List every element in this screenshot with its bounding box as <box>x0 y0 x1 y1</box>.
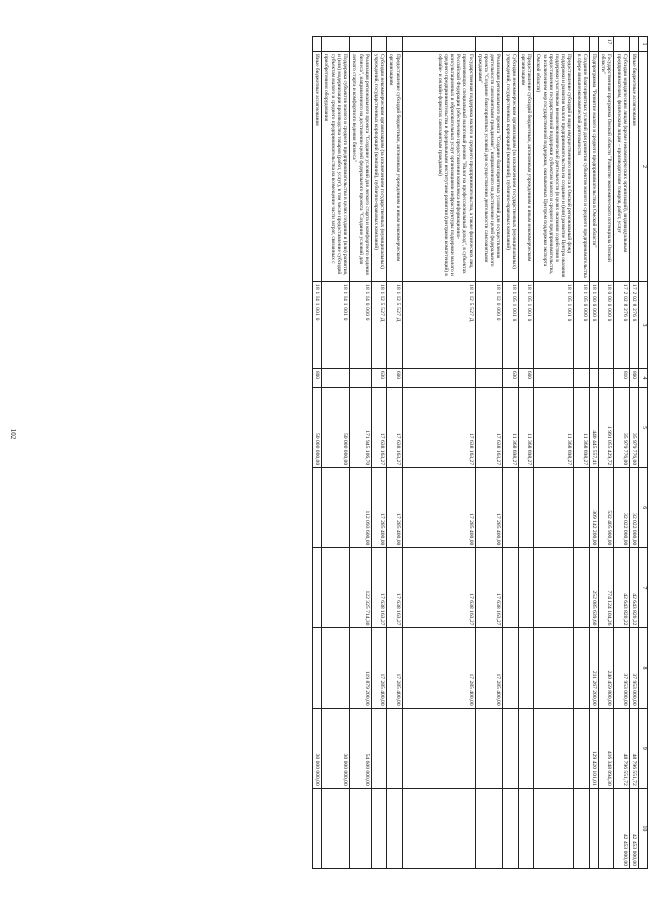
row-name-cell: Государственная программа Омской области "Развитие экономического потенциала Омской области" <box>598 52 613 282</box>
row-value-9-cell: 30 000 000,00 <box>322 708 350 788</box>
row-code-cell: 18 1 05 0 000 0 <box>574 282 589 369</box>
table-row <box>350 37 372 869</box>
row-name-cell: Субсидии юридическим лицам (кроме некоммерческих организаций), индивидуальным предпринимателям, физическим лицам – производителям товаров, работ, услуг <box>614 52 629 282</box>
row-name-cell: Государственная поддержка малого и среднего предпринимательства, а также физических лиц, применяющих специальный налоговый режим "Налог на профессиональный доход", в субъектах Российской Федерации (обеспечение предоставления комплекса информационно-консультационных и образовательных услуг организациями инфраструктуры поддержки малого и среднего предпринимательства и федеральными институтами развития (центрами компетенций) в офлайн- и онлайн-форматах самозанятым гражданам) <box>402 52 475 282</box>
row-value-6-cell: 309 142 200,00 <box>589 468 598 548</box>
row-value-9-cell <box>371 708 386 788</box>
row-value-5-cell: 17 638 163,27 <box>371 388 386 468</box>
row-vr-cell <box>350 369 372 388</box>
table-row <box>387 37 402 869</box>
row-value-5-cell: 1 991 055 429,72 <box>598 388 613 468</box>
row-vr-cell <box>534 369 574 388</box>
table-row <box>598 37 613 869</box>
header-cell-9: 9 <box>639 708 648 788</box>
row-vr-cell <box>322 369 350 388</box>
row-value-8-cell <box>574 628 589 708</box>
row-value-6-cell: 532 405 900,00 <box>598 468 613 548</box>
row-value-5-cell: 440 445 557,41 <box>589 388 598 468</box>
row-value-7-cell: 42 643 820,22 <box>629 548 638 628</box>
row-index-cell: 17 <box>598 37 613 52</box>
header-cell-8: 8 <box>639 628 648 708</box>
row-value-9-cell <box>503 708 518 788</box>
row-index-cell <box>313 37 322 52</box>
row-value-6-cell <box>574 468 589 548</box>
table-row <box>322 37 350 869</box>
row-value-9-cell: 48 796 551,72 <box>614 708 629 788</box>
row-value-10-cell <box>503 788 518 868</box>
table-row <box>518 37 533 869</box>
row-index-cell <box>518 37 533 52</box>
row-value-5-cell: 17 638 163,27 <box>402 388 475 468</box>
row-vr-cell: 600 <box>387 369 402 388</box>
table-row <box>402 37 475 869</box>
table-row <box>313 37 322 869</box>
row-value-10-cell <box>371 788 386 868</box>
row-value-8-cell <box>313 628 322 708</box>
row-name-cell: Иные бюджетные ассигнования <box>313 52 322 282</box>
row-value-8-cell: 37 953 000,00 <box>629 628 638 708</box>
row-value-10-cell: 42 453 000,00 <box>614 788 629 868</box>
header-cell-6: 6 <box>639 468 648 548</box>
row-value-6-cell <box>534 468 574 548</box>
row-value-10-cell <box>475 788 503 868</box>
row-value-8-cell: 211 267 200,00 <box>589 628 598 708</box>
row-value-10-cell <box>350 788 372 868</box>
row-value-9-cell <box>387 708 402 788</box>
row-value-7-cell: 17 638 163,27 <box>371 548 386 628</box>
row-index-cell <box>589 37 598 52</box>
header-cell-4: 4 <box>639 369 648 388</box>
row-name-cell: Субсидии некоммерческим организациям (за исключением государственных (муниципальных) учреждений, государственных корпораций (компаний), публично-правовых компаний) <box>371 52 386 282</box>
row-name-cell: Иные бюджетные ассигнования <box>629 52 638 282</box>
row-value-7-cell: 17 638 163,27 <box>402 548 475 628</box>
row-index-cell <box>629 37 638 52</box>
row-name-cell: Создание благоприятных условий для развития субъектов малого и среднего предпринимательства в сфере внешнеэкономической деятельности <box>574 52 589 282</box>
row-value-5-cell: 50 000 000,00 <box>322 388 350 468</box>
row-name-cell: Реализация регионального проекта "Создание благоприятных условий для осуществления деятельности самозанятыми гражданами", направленного на достижение целей федерального проекта "Создание благоприятных условий для осуществления деятельности самозанятыми гражданами" <box>475 52 503 282</box>
row-code-cell: 18 1 05 1 001 0 <box>534 282 574 369</box>
row-value-5-cell: 50 000 000,00 <box>313 388 322 468</box>
row-index-cell <box>534 37 574 52</box>
header-row <box>639 37 648 869</box>
row-value-6-cell: 17 285 400,00 <box>475 468 503 548</box>
table-row <box>629 37 638 869</box>
row-value-10-cell <box>313 788 322 868</box>
row-code-cell: 18 0 00 0 000 0 <box>598 282 613 369</box>
row-value-7-cell: 17 638 163,27 <box>475 548 503 628</box>
row-value-8-cell: 17 285 400,00 <box>387 628 402 708</box>
row-value-8-cell <box>518 628 533 708</box>
budget-table <box>312 36 648 869</box>
row-value-6-cell: 17 285 400,00 <box>402 468 475 548</box>
row-value-6-cell: 112 093 600,00 <box>350 468 372 548</box>
row-value-7-cell <box>574 548 589 628</box>
row-value-8-cell <box>503 628 518 708</box>
row-value-9-cell: 416 348 094,30 <box>598 708 613 788</box>
row-name-cell: Субсидии некоммерческим организациям (за исключением государственных (муниципальных) учреждений, государственных корпораций (компаний), публично-правовых компаний) <box>503 52 518 282</box>
row-value-8-cell <box>322 628 350 708</box>
row-value-10-cell: 42 453 000,00 <box>629 788 638 868</box>
row-name-cell: Реализация регионального проекта "Создание условий для легкого старта и комфортного ведения бизнеса", направленного на достижение целей федерального проекта "Создание условий для легкого старта и комфортного ведения бизнеса" <box>350 52 372 282</box>
row-index-cell <box>402 37 475 52</box>
row-value-7-cell <box>518 548 533 628</box>
row-code-cell: 18 1 I4 1 001 0 <box>322 282 350 369</box>
row-value-9-cell <box>574 708 589 788</box>
row-vr-cell: 810 <box>614 369 629 388</box>
row-value-10-cell <box>574 788 589 868</box>
row-value-5-cell: 11 368 698,27 <box>503 388 518 468</box>
row-index-cell <box>475 37 503 52</box>
row-index-cell <box>614 37 629 52</box>
header-cell-10: 10 <box>639 788 648 868</box>
row-code-cell: 18 1 05 1 001 0 <box>503 282 518 369</box>
row-vr-cell: 800 <box>629 369 638 388</box>
row-name-cell: Предоставление субсидий в виде имущественного взноса в Омской региональный фонд поддержки и развития малого предпринимательства на создание и (или) развитие Центра оказания поддержки участникам внешнеэкономической деятельности (в целях оказания содействия в предоставлении государственной поддержки субъектам малого и среднего предпринимательства, за исключением мер государственной поддержки, оказываемых Центром поддержки экспорта Омской области) <box>534 52 574 282</box>
row-value-5-cell: 35 979 776,00 <box>629 388 638 468</box>
table-row <box>534 37 574 869</box>
row-vr-cell <box>475 369 503 388</box>
row-value-7-cell: 774 124 104,26 <box>598 548 613 628</box>
row-name-cell: Предоставление субсидий бюджетным, автономным учреждениям и иным некоммерческим организациям <box>518 52 533 282</box>
row-code-cell: 17 2 02 8 276 0 <box>629 282 638 369</box>
row-value-10-cell <box>589 788 598 868</box>
row-code-cell: 18 1 I4 1 001 0 <box>313 282 322 369</box>
row-value-10-cell <box>402 788 475 868</box>
row-code-cell: 18 1 I4 0 000 0 <box>350 282 372 369</box>
row-value-8-cell <box>534 628 574 708</box>
row-name-cell: Предоставление субсидий бюджетным, автономным учреждениям и иным некоммерческим организациям <box>387 52 402 282</box>
row-value-7-cell: 42 643 820,22 <box>614 548 629 628</box>
row-index-cell <box>322 37 350 52</box>
table-row <box>371 37 386 869</box>
row-code-cell: 18 1 05 1 001 0 <box>518 282 533 369</box>
row-value-8-cell: 37 953 000,00 <box>614 628 629 708</box>
row-index-cell <box>350 37 372 52</box>
row-value-7-cell <box>313 548 322 628</box>
row-value-7-cell <box>503 548 518 628</box>
row-index-cell <box>574 37 589 52</box>
row-value-6-cell <box>503 468 518 548</box>
row-value-10-cell <box>322 788 350 868</box>
row-name-cell: Подпрограмма "Развитие малого и среднего предпринимательства в Омской области" <box>589 52 598 282</box>
row-index-cell <box>387 37 402 52</box>
row-value-10-cell <box>387 788 402 868</box>
row-value-5-cell: 11 368 698,27 <box>534 388 574 468</box>
row-value-8-cell: 240 459 800,00 <box>598 628 613 708</box>
row-value-9-cell <box>534 708 574 788</box>
row-value-5-cell: 17 638 163,27 <box>475 388 503 468</box>
row-value-5-cell: 17 638 163,27 <box>387 388 402 468</box>
row-value-6-cell: 17 285 400,00 <box>387 468 402 548</box>
row-vr-cell: 600 <box>518 369 533 388</box>
row-value-6-cell: 32 022 000,00 <box>629 468 638 548</box>
row-value-7-cell <box>322 548 350 628</box>
row-value-6-cell: 32 022 000,00 <box>614 468 629 548</box>
row-value-6-cell: 17 285 400,00 <box>371 468 386 548</box>
row-code-cell: 18 1 I2 0 000 0 <box>475 282 503 369</box>
row-value-8-cell: 17 285 400,00 <box>371 628 386 708</box>
row-code-cell: 18 1 I2 5 527 Д <box>371 282 386 369</box>
row-value-9-cell: 30 000 000,00 <box>313 708 322 788</box>
row-value-5-cell: 35 979 776,00 <box>614 388 629 468</box>
row-value-9-cell: 129 420 101,01 <box>589 708 598 788</box>
row-vr-cell: 630 <box>371 369 386 388</box>
row-value-9-cell: 54 600 000,00 <box>350 708 372 788</box>
header-cell-3: 3 <box>639 282 648 369</box>
row-value-7-cell: 252 085 639,60 <box>589 548 598 628</box>
row-value-10-cell <box>534 788 574 868</box>
row-vr-cell: 630 <box>503 369 518 388</box>
table-row <box>503 37 518 869</box>
row-value-6-cell <box>518 468 533 548</box>
row-value-7-cell <box>534 548 574 628</box>
row-value-8-cell: 17 285 400,00 <box>475 628 503 708</box>
row-vr-cell <box>589 369 598 388</box>
row-index-cell <box>371 37 386 52</box>
row-vr-cell <box>402 369 475 388</box>
rotated-page <box>72 36 648 869</box>
row-value-9-cell <box>518 708 533 788</box>
row-value-9-cell <box>402 708 475 788</box>
header-cell-5: 5 <box>639 388 648 468</box>
table-row <box>475 37 503 869</box>
row-value-8-cell: 17 285 400,00 <box>402 628 475 708</box>
row-code-cell: 18 1 I2 5 527 Д <box>387 282 402 369</box>
page-number: 102 <box>9 428 17 440</box>
header-cell-2: 2 <box>639 52 648 282</box>
row-code-cell: 17 2 02 8 276 0 <box>614 282 629 369</box>
row-value-10-cell <box>518 788 533 868</box>
row-value-6-cell <box>322 468 350 548</box>
row-vr-cell: 800 <box>313 369 322 388</box>
row-code-cell: 18 1 I2 5 527 Д <box>402 282 475 369</box>
row-index-cell <box>503 37 518 52</box>
row-vr-cell <box>598 369 613 388</box>
header-cell-1: 1 <box>639 37 648 52</box>
row-value-7-cell: 122 325 714,30 <box>350 548 372 628</box>
row-code-cell: 18 1 00 0 000 0 <box>589 282 598 369</box>
row-vr-cell <box>574 369 589 388</box>
row-value-10-cell <box>598 788 613 868</box>
row-value-7-cell: 17 638 163,27 <box>387 548 402 628</box>
row-value-6-cell <box>313 468 322 548</box>
row-value-9-cell: 48 796 551,72 <box>629 708 638 788</box>
row-value-5-cell: 171 945 106,70 <box>350 388 372 468</box>
table-row <box>574 37 589 869</box>
row-value-8-cell: 119 879 200,00 <box>350 628 372 708</box>
row-value-5-cell: 11 368 698,27 <box>574 388 589 468</box>
table-row <box>589 37 598 869</box>
row-name-cell: Поддержка субъектов малого и среднего предпринимательства в целях создания и (или) развития, и (или) модернизации производства товаров (работ, услуг), в том числе предоставление субсидий субъектам малого и среднего предпринимательства на возмещение части затрат, связанных с приобретением оборудования <box>322 52 350 282</box>
header-cell-7: 7 <box>639 548 648 628</box>
row-value-9-cell <box>475 708 503 788</box>
table-row <box>614 37 629 869</box>
row-value-5-cell: 11 368 698,27 <box>518 388 533 468</box>
